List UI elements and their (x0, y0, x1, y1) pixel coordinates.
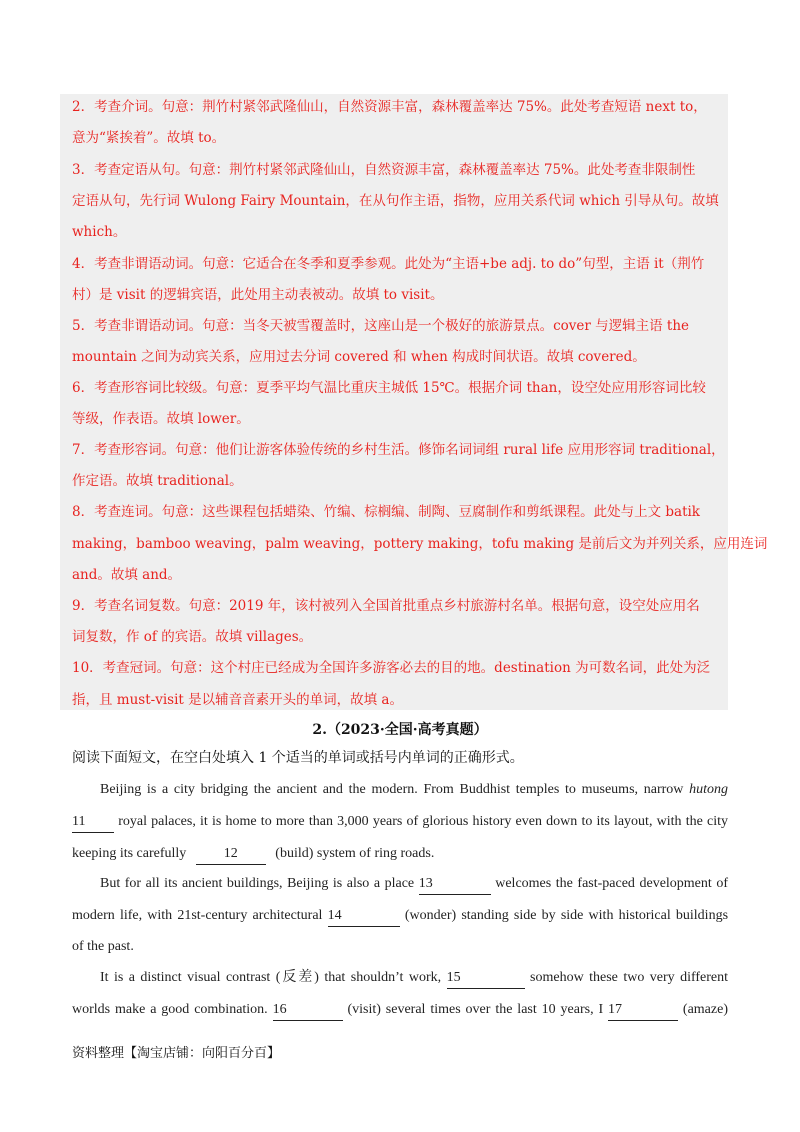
answer-line: 村）是 visit 的逻辑宾语，此处用主动表被动。故填 to visit。 (72, 287, 444, 303)
answer-line: 作定语。故填 traditional。 (72, 473, 243, 489)
blank-12[interactable]: 12 (196, 844, 266, 865)
passage-line (100, 966, 728, 990)
answer-line: 3．考查定语从句。句意：荆竹村紧邻武隆仙山，自然资源丰富，森林覆盖率达 75%。此处考查非限制性 (72, 162, 696, 178)
passage-line (72, 904, 728, 928)
answer-line: 词复数，作 of 的宾语。故填 villages。 (72, 629, 313, 645)
passage-text: modern life, with 21st-century architectural (72, 908, 323, 923)
answer-line: 4．考查非谓语动词。句意：它适合在冬季和夏季参观。此处为“主语+be adj. to do”句型，主语 it（荆竹 (72, 256, 705, 272)
answer-line: 等级，作表语。故填 lower。 (72, 411, 250, 427)
passage-line: of the past. (72, 939, 134, 954)
answer-line: making，bamboo weaving，palm weaving，pottery making，tofu making 是前后文为并列关系，应用连词 (72, 536, 768, 552)
passage-text: (amaze) (682, 1002, 728, 1017)
passage-line (100, 778, 728, 802)
passage-line (100, 872, 728, 896)
answer-line: 7．考查形容词。句意：他们让游客体验传统的乡村生活。修饰名词词组 rural life 应用形容词 traditional， (72, 442, 725, 458)
blank-11[interactable]: 11 (72, 812, 114, 833)
blank-15[interactable]: 15 (447, 968, 525, 989)
blank-17[interactable]: 17 (608, 1000, 678, 1021)
question-title: 2.（2023·全国·高考真题） (312, 722, 488, 738)
answer-line: 9．考查名词复数。句意：2019 年，该村被列入全国首批重点乡村旅游村名单。根据句意，设空处应用名 (72, 598, 700, 614)
answer-line: 8．考查连词。句意：这些课程包括蜡染、竹编、棕榈编、制陶、豆腐制作和剪纸课程。此处与上文 batik (72, 504, 700, 520)
answer-line: mountain 之间为动宾关系，应用过去分词 covered 和 when 构成时间状语。故填 covered。 (72, 349, 646, 365)
blank-13[interactable]: 13 (419, 874, 491, 895)
passage-text: worlds make a good combination. (72, 1002, 268, 1017)
passage-text: (build) system of ring roads. (275, 846, 435, 861)
passage-text: But for all its ancient buildings, Beijing is also a place (100, 876, 415, 891)
passage-line (72, 842, 728, 866)
passage-text: royal palaces, it is home to more than 3,000 years of glorious history even down to its layout, with the city (118, 814, 728, 829)
page-footer: 资料整理【淘宝店铺：向阳百分百】 (72, 1046, 281, 1061)
passage-line (72, 810, 728, 834)
answer-line: and。故填 and。 (72, 567, 182, 583)
blank-16[interactable]: 16 (273, 1000, 343, 1021)
answer-line: which。 (72, 224, 127, 240)
instruction: 阅读下面短文，在空白处填入 1 个适当的单词或括号内单词的正确形式。 (72, 750, 524, 766)
answer-line: 10．考查冠词。句意：这个村庄已经成为全国许多游客必去的目的地。destination 为可数名词，此处为泛 (72, 660, 711, 676)
answer-line: 意为“紧挨着”。故填 to。 (72, 130, 226, 146)
passage-text: (wonder) standing side by side with historical buildings (404, 908, 729, 923)
passage-text: somehow these two very different (530, 970, 729, 985)
passage-text: keeping its carefully (72, 846, 187, 861)
answer-line: 指，且 must-visit 是以辅音音素开头的单词，故填 a。 (72, 692, 403, 708)
answer-line: 定语从句，先行词 Wulong Fairy Mountain，在从句作主语，指物，应用关系代词 which 引导从句。故填 (72, 193, 719, 209)
passage-text: It is a distinct visual contrast (反差) that shouldn’t work, (100, 970, 442, 985)
blank-14[interactable]: 14 (328, 906, 400, 927)
passage-line (72, 998, 728, 1022)
answer-line: 6．考查形容词比较级。句意：夏季平均气温比重庆主城低 15℃。根据介词 than，设空处应用形容词比较 (72, 380, 706, 396)
passage-text: (visit) several times over the last 10 years, I (347, 1002, 604, 1017)
answer-line: 5．考查非谓语动词。句意：当冬天被雪覆盖时，这座山是一个极好的旅游景点。cover 与逻辑主语 the (72, 318, 690, 334)
answer-line: 2．考查介词。句意：荆竹村紧邻武隆仙山，自然资源丰富，森林覆盖率达 75%。此处考查短语 next to， (72, 99, 707, 115)
passage-text: Beijing is a city bridging the ancient and the modern. From Buddhist temples to museums, narrow (100, 782, 684, 797)
passage-text: welcomes the fast-paced development of (495, 876, 728, 891)
passage-italic-word: hutong (689, 782, 728, 797)
